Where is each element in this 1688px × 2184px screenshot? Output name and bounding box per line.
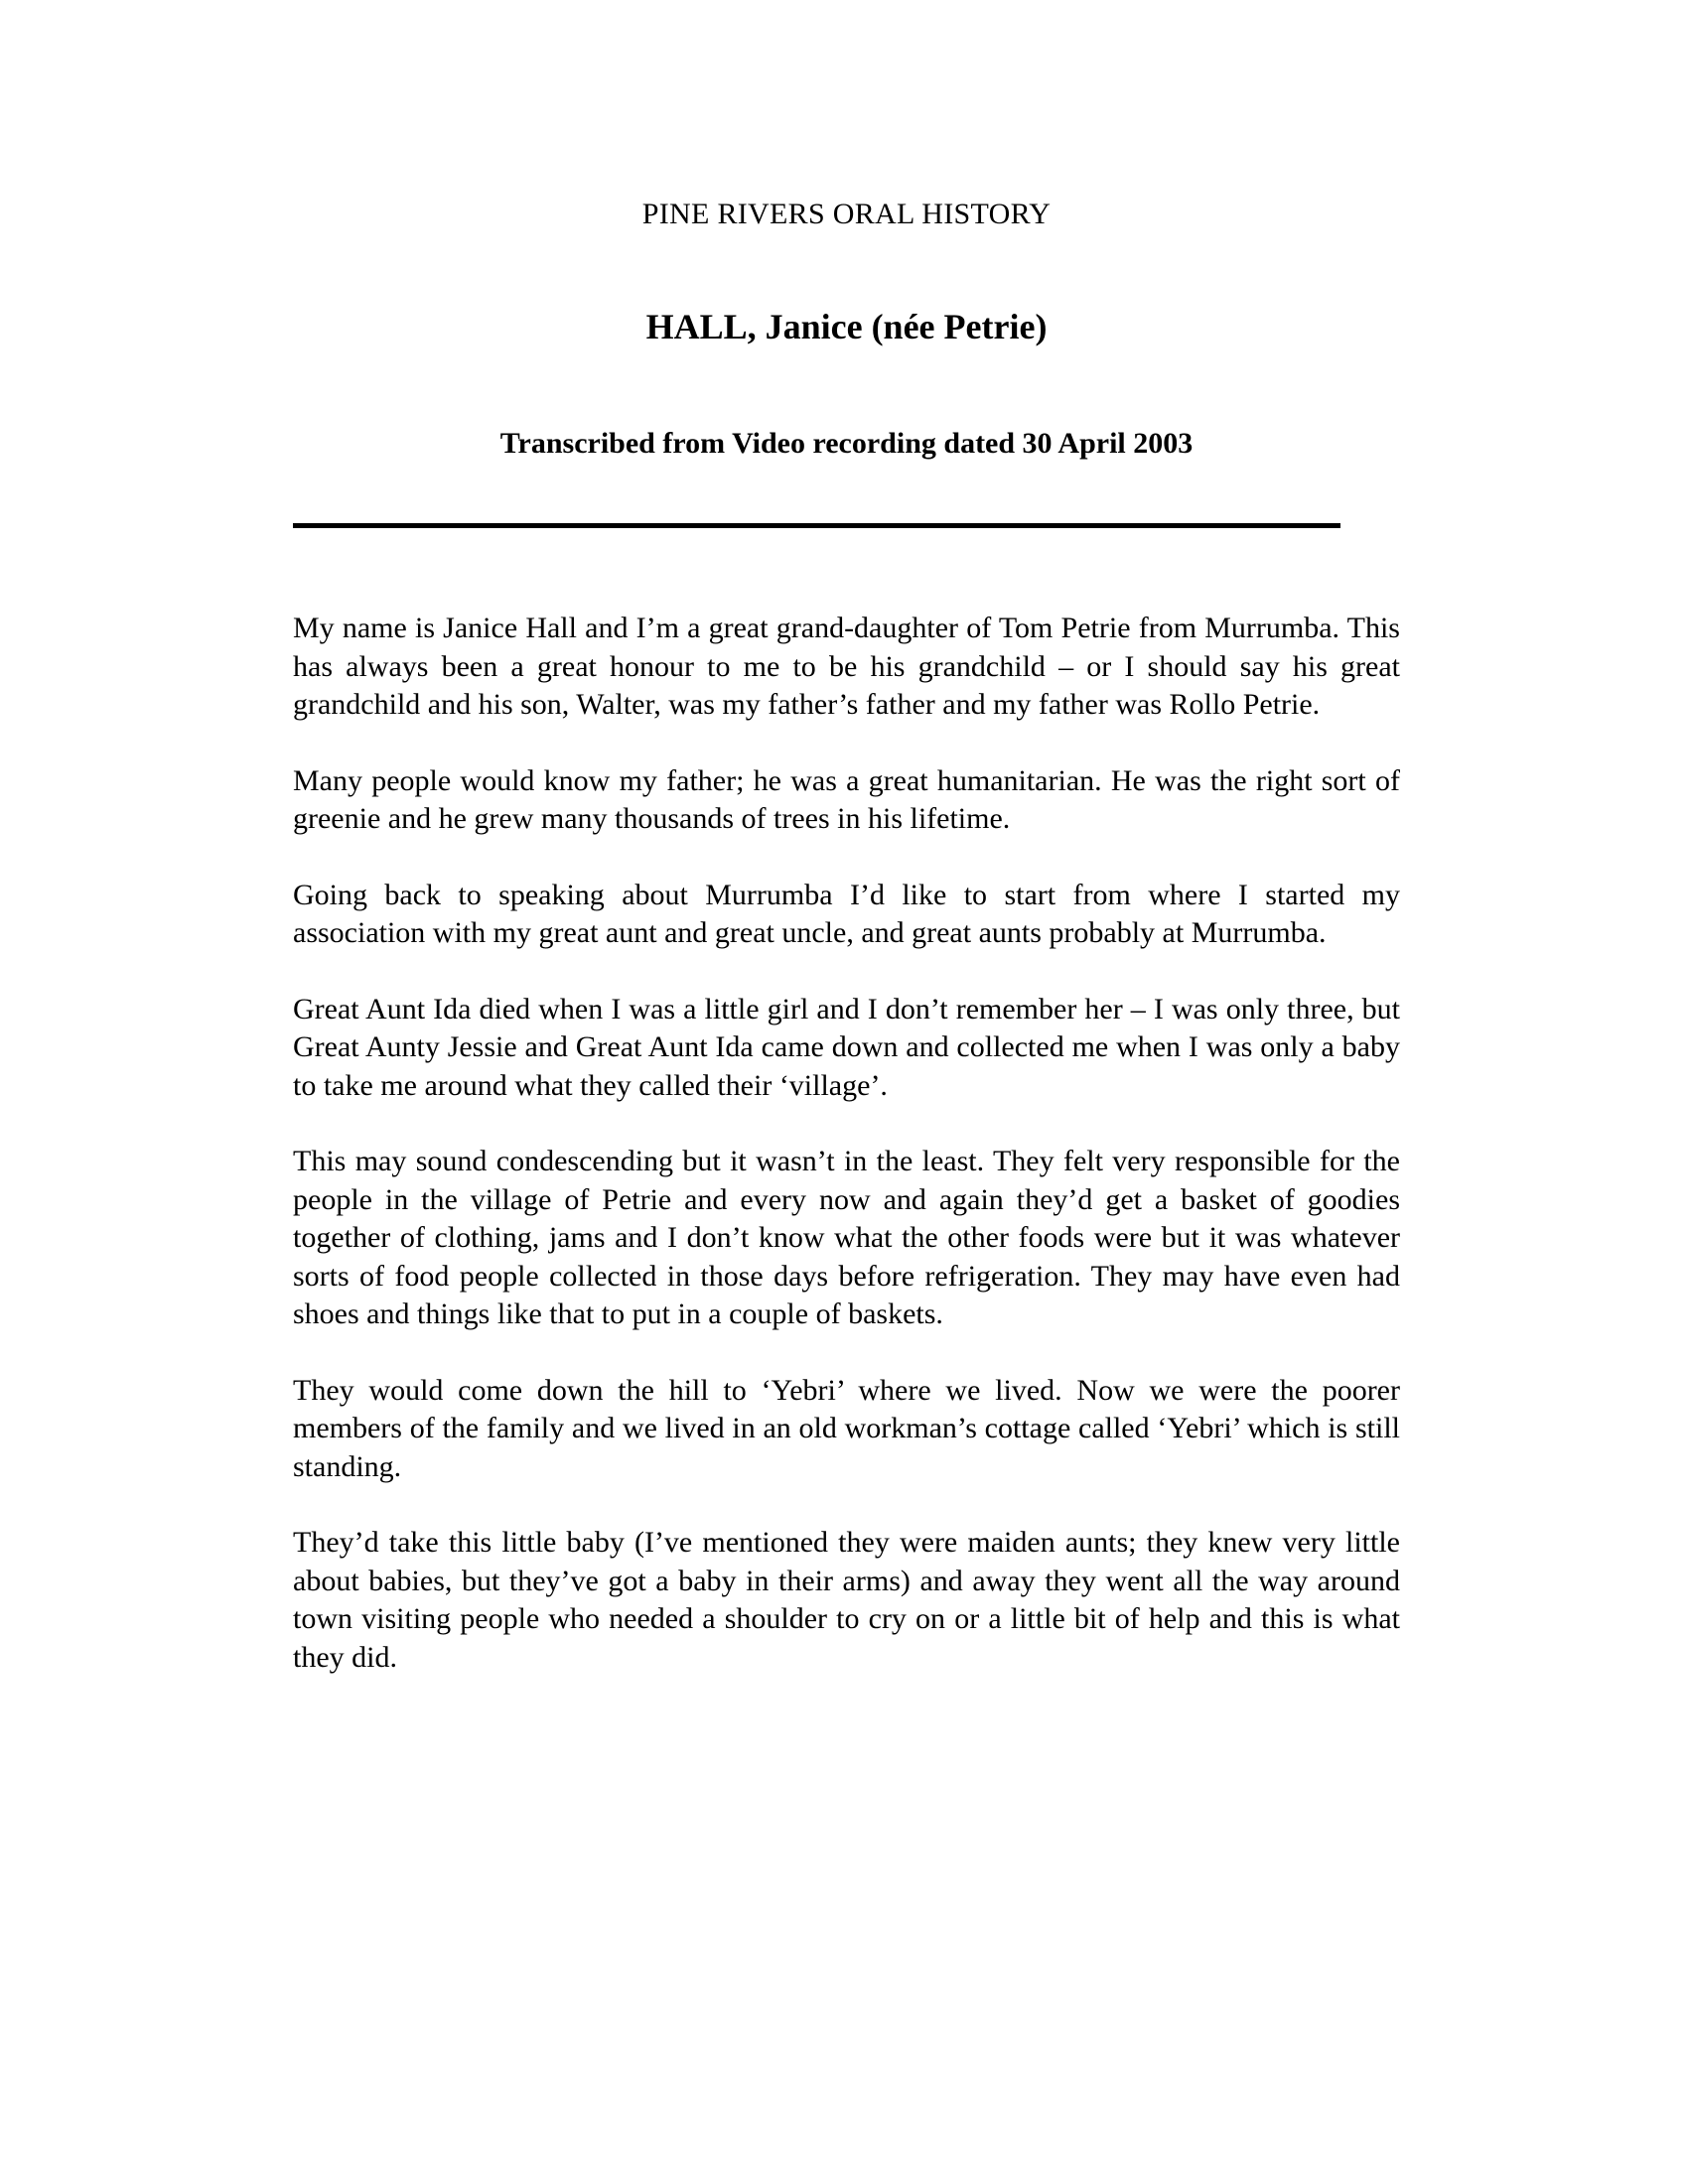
horizontal-rule-divider: [293, 523, 1340, 528]
divider-container: [293, 523, 1400, 528]
transcript-paragraph: They would come down the hill to ‘Yebri’ where we lived. Now we were the poorer members of the family and we lived in an old workman’s cottage called ‘Yebri’ which is still standing.: [293, 1373, 1400, 1483]
transcript-paragraph: Great Aunt Ida died when I was a little girl and I don’t remember her – I was only three, but Great Aunty Jessie and Great Aunt Ida came down and collected me when I was only a baby to take me around what they called their ‘village’.: [293, 992, 1400, 1102]
page-content: [293, 0, 1400, 1677]
document-header: PINE RIVERS ORAL HISTORY: [641, 198, 1052, 230]
document-subtitle: Transcribed from Video recording dated 30 April 2003: [499, 427, 1194, 461]
transcript-paragraph: They’d take this little baby (I’ve mentioned they were maiden aunts; they knew very little about babies, but they’ve got a baby in their arms) and away they went all the way around town visiting people who needed a shoulder to cry on or a little bit of help and this is what they did.: [293, 1526, 1400, 1674]
page-title: HALL, Janice (née Petrie): [645, 307, 1048, 346]
transcript-paragraph: Going back to speaking about Murrumba I’d like to start from where I started my association with my great aunt and great uncle, and great aunts probably at Murrumba.: [293, 878, 1400, 950]
transcript-paragraph: This may sound condescending but it wasn’t in the least. They felt very responsible for the people in the village of Petrie and every now and again they’d get a basket of goodies together of clothing, jams and I don’t know what the other foods were but it was whatever sorts of food people collected in those days before refrigeration. They may have even had shoes and things like that to put in a couple of baskets.: [293, 1145, 1400, 1331]
transcript-paragraph: Many people would know my father; he was a great humanitarian. He was the right sort of greenie and he grew many thousands of trees in his lifetime.: [293, 763, 1400, 836]
transcript-body: [293, 610, 1400, 1677]
transcript-paragraph: My name is Janice Hall and I’m a great grand-daughter of Tom Petrie from Murrumba. This has always been a great honour to me to be his grandchild – or I should say his great grandchild and his son, Walter, was my father’s father and my father was Rollo Petrie.: [293, 612, 1400, 722]
